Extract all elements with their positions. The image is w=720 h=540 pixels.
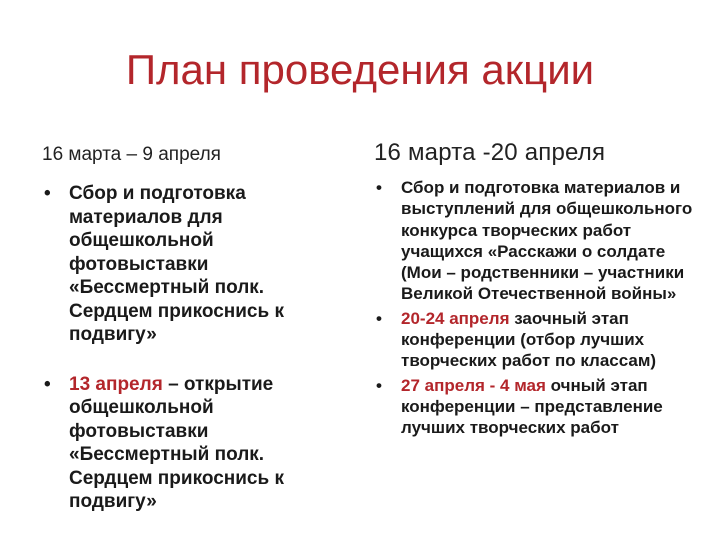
right-column-heading: 16 марта -20 апреля [374,139,606,166]
right-column-list [374,177,694,439]
item-text: – открытие общешкольной фотовыставки «Бессмертный полк. Сердцем прикоснись к подвигу» [69,373,284,512]
list-item [42,182,342,347]
left-column-list [42,182,342,514]
list-item [374,375,694,439]
list-item [374,308,694,372]
bullet-icon: • [376,375,382,395]
item-date: 20-24 апреля [401,308,510,328]
left-column [42,138,342,514]
list-item [374,177,694,305]
item-date: 27 апреля - 4 мая [401,375,546,395]
item-date: 13 апреля [69,373,163,395]
item-text: Сбор и подготовка материалов для общешкольной фотовыставки «Бессмертный полк. Сердцем прикоснись к подвигу» [69,183,284,345]
bullet-icon: • [376,308,382,328]
left-column-heading: 16 марта – 9 апреля [42,144,221,165]
bullet-icon: • [44,373,51,395]
list-item [42,373,342,514]
slide-title: План проведения акции [125,46,595,93]
item-text: очный этап конференции – представление лучших творческих работ [401,375,663,438]
item-text: Сбор и подготовка материалов и выступлений для общешкольного конкурса творческих работ учащихся «Расскажи о солдате (Мои – родственники – участники Великой Отечественной войны» [401,178,693,304]
bullet-icon: • [376,178,382,197]
bullet-icon: • [44,183,51,204]
right-column [374,138,694,439]
item-text: заочный этап конференции (отбор лучших творческих работ по классам) [401,308,657,371]
